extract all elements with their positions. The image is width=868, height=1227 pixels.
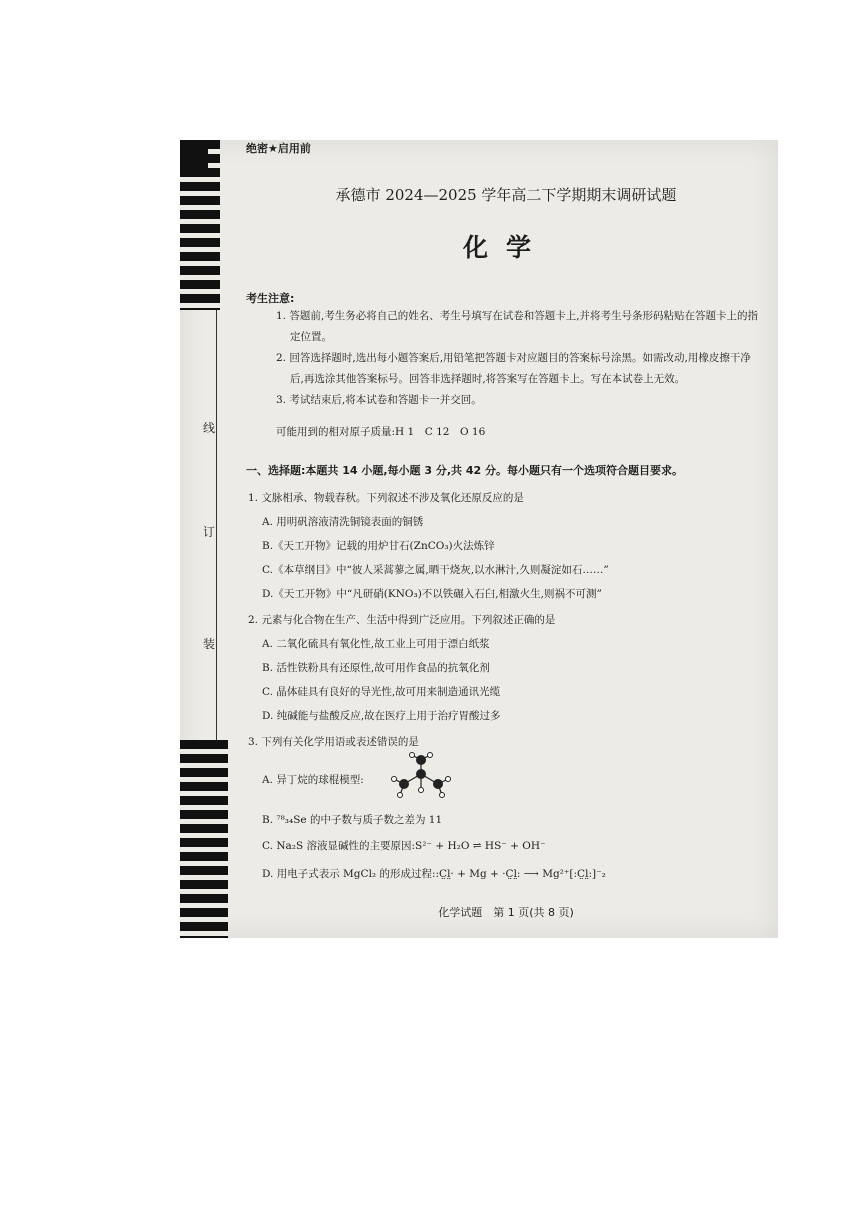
binding-label-line: 线 [203, 421, 216, 435]
question-1-option-b: B.《天工开物》记载的用炉甘石(ZnCO₃)火法炼锌 [262, 540, 495, 552]
exam-title: 承德市 2024—2025 学年高二下学期期末调研试题 [335, 186, 677, 204]
binding-line [216, 310, 217, 740]
question-3-option-b: B. ⁷⁸₃₄Se 的中子数与质子数之差为 11 [262, 814, 443, 826]
question-1-option-c: C.《本草纲目》中“彼人采蒿蓼之属,晒干烧灰,以水淋汁,久则凝淀如石……” [262, 564, 609, 576]
question-2-option-a: A. 二氧化硫具有氧化性,故工业上可用于漂白纸浆 [262, 638, 490, 650]
notice-item: 1. 答题前,考生务必将自己的姓名、考生号填写在试卷和答题卡上,并将考生号条形码粘贴在答题卡上的指定位置。 [276, 310, 759, 343]
secret-label: 绝密★启用前 [246, 142, 311, 155]
notice-heading: 考生注意: [246, 292, 295, 305]
isobutane-ball-stick-model [386, 752, 456, 800]
binding-margin [180, 140, 232, 938]
question-3-stem: 3. 下列有关化学用语或表述错误的是 [248, 736, 419, 748]
question-1-option-a: A. 用明矾溶液清洗铜镜表面的铜锈 [262, 516, 424, 528]
question-2-option-d: D. 纯碱能与盐酸反应,故在医疗上用于治疗胃酸过多 [262, 710, 501, 722]
binding-stripes-bottom [180, 740, 228, 938]
subject-title: 化学 [462, 233, 549, 262]
binding-label-order: 订 [203, 525, 216, 539]
question-2-option-b: B. 活性铁粉具有还原性,故可用作食品的抗氧化剂 [262, 662, 490, 674]
binding-label-install: 装 [203, 637, 216, 651]
notice-item: 3. 考试结束后,将本试卷和答题卡一并交回。 [276, 394, 482, 406]
question-2-stem: 2. 元素与化合物在生产、生活中得到广泛应用。下列叙述正确的是 [248, 614, 556, 626]
binding-block-top [180, 140, 208, 176]
question-3-option-d: D. 用电子式表示 MgCl₂ 的形成过程::C̤l̤· + Mg + ·C̤l̤: ⟶ Mg²⁺[:C̤l̤:]⁻₂ [262, 868, 606, 880]
exam-page [180, 140, 778, 938]
section-heading: 一、选择题:本题共 14 小题,每小题 3 分,共 42 分。每小题只有一个选项符合题目要求。 [246, 464, 684, 477]
atomic-masses: 可能用到的相对原子质量:H 1 C 12 O 16 [276, 426, 486, 438]
notice-list [276, 306, 764, 411]
question-1-option-d: D.《天工开物》中“凡研硝(KNO₃)不以铁碾入石臼,相激火生,则祸不可测” [262, 588, 602, 600]
question-3-option-a: A. 异丁烷的球棍模型: [262, 774, 364, 786]
question-3-option-c: C. Na₂S 溶液显碱性的主要原因:S²⁻ + H₂O ⇌ HS⁻ + OH⁻ [262, 840, 546, 852]
page-footer: 化学试题 第 1 页(共 8 页) [438, 906, 574, 919]
notice-item: 2. 回答选择题时,选出每小题答案后,用铅笔把答题卡对应题目的答案标号涂黑。如需改动,用橡皮擦干净后,再选涂其他答案标号。回答非选择题时,将答案写在答题卡上。写在本试卷上无效。 [276, 352, 751, 385]
question-1-stem: 1. 文脉相承、物载春秋。下列叙述不涉及氧化还原反应的是 [248, 492, 524, 504]
question-2-option-c: C. 晶体硅具有良好的导光性,故可用来制造通讯光缆 [262, 686, 501, 698]
